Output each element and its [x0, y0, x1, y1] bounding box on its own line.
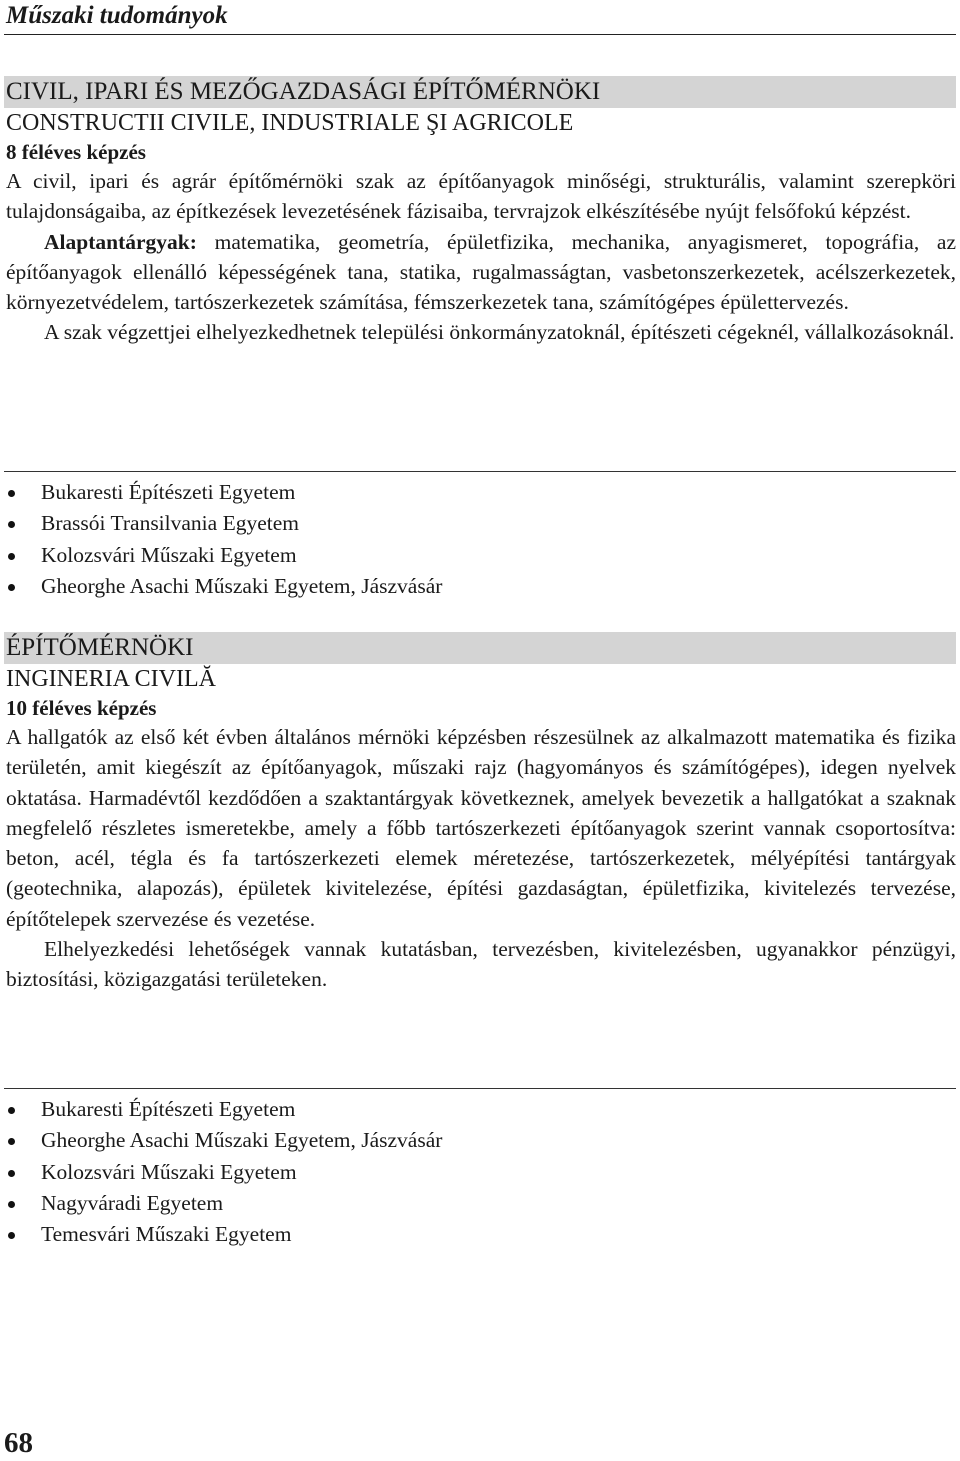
- divider: [4, 471, 956, 472]
- list-item: Temesvári Műszaki Egyetem: [4, 1219, 442, 1250]
- list-item: Kolozsvári Műszaki Egyetem: [4, 1157, 442, 1188]
- section-intro: A hallgatók az első két évben általános mérnöki képzésben részesülnek az alkalmazott matematika és fizika területén, amit kiegészít az építőanyagok, műszaki rajz (hagyományos és számítógépes), idegen nyelvek oktatása. Harmadévtől kezdődően a szaktantárgyak következnek, amelyek bevezetik a hallgatókat a szaknak megfelelő részletes ismeretekbe, amely a főbb tartószerkezeti építőanyagok szerint vannak csoportosítva: beton, acél, tégla és fa tartószerkezeti elemek méretezése, tartószerkezetek, mélyépítési tantárgyak (geotechnika, alapozás), épületek kivitelezése, építési gazdaságtan, épületfizika, kivitelezés tervezése, építőtelepek szervezése és vezetése.: [6, 725, 956, 931]
- section-careers: A szak végzettjei elhelyezkedhetnek települési önkormányzatoknál, építészeti cégeknél, vállalkozásoknál.: [44, 320, 955, 345]
- section-title: ÉPÍTŐMÉRNÖKI: [4, 632, 956, 664]
- bullet-icon: [8, 1170, 15, 1177]
- university-list: [4, 477, 442, 602]
- section-civil-ipari: [4, 76, 956, 348]
- list-item: Gheorghe Asachi Műszaki Egyetem, Jászvásár: [4, 1125, 442, 1156]
- list-item: Bukaresti Építészeti Egyetem: [4, 1094, 442, 1125]
- section-duration: 10 féléves képzés: [6, 696, 157, 720]
- section-subjects: [4, 227, 956, 318]
- bullet-icon: [8, 1107, 15, 1114]
- page-number: 68: [4, 1427, 33, 1459]
- section-epitomernoki: [4, 632, 956, 995]
- section-subtitle: CONSTRUCTII CIVILE, INDUSTRIALE ŞI AGRICOLE: [6, 110, 574, 136]
- list-item: Kolozsvári Műszaki Egyetem: [4, 540, 442, 571]
- list-item: Nagyváradi Egyetem: [4, 1188, 442, 1219]
- page-header: [4, 0, 956, 35]
- section-duration: 8 féléves képzés: [6, 140, 146, 164]
- bullet-icon: [8, 1138, 15, 1145]
- bullet-icon: [8, 1201, 15, 1208]
- bullet-icon: [8, 1232, 15, 1239]
- bullet-icon: [8, 584, 15, 591]
- list-item: Bukaresti Építészeti Egyetem: [4, 477, 442, 508]
- bullet-icon: [8, 521, 15, 528]
- university-list: [4, 1094, 442, 1250]
- section-intro: A civil, ipari és agrár építőmérnöki szak az építőanyagok minőségi, strukturális, valamint szerepköri tulajdonságaiba, az építkezések levezetésének fázisaiba, tervrajzok elkészítésébe nyújt felsőfokú képzést.: [6, 169, 956, 224]
- section-careers: Elhelyezkedési lehetőségek vannak kutatásban, tervezésben, kivitelezésben, ugyanakkor pénzügyi, biztosítási, közigazgatási területeken.: [6, 937, 956, 992]
- divider: [4, 1088, 956, 1089]
- bullet-icon: [8, 553, 15, 560]
- section-subtitle: INGINERIA CIVILĂ: [6, 666, 216, 692]
- bullet-icon: [8, 490, 15, 497]
- subjects-label: Alaptantárgyak:: [44, 229, 197, 254]
- section-title: CIVIL, IPARI ÉS MEZŐGAZDASÁGI ÉPÍTŐMÉRNÖKI: [4, 76, 956, 108]
- list-item: Brassói Transilvania Egyetem: [4, 508, 442, 539]
- list-item: Gheorghe Asachi Műszaki Egyetem, Jászvásár: [4, 571, 442, 602]
- page-header-title: Műszaki tudományok: [6, 2, 228, 29]
- subjects-text: matematika, geometría, épületfizika, mechanika, anyagismeret, topográfia, az építőanyagok ellenálló képességének tana, statika, rugalmasságtan, vasbetonszerkezetek, acélszerkezetek, környezetvédelem, tartószerkezetek számítása, fémszerkezetek tana, számítógépes épülettervezés.: [6, 229, 956, 315]
